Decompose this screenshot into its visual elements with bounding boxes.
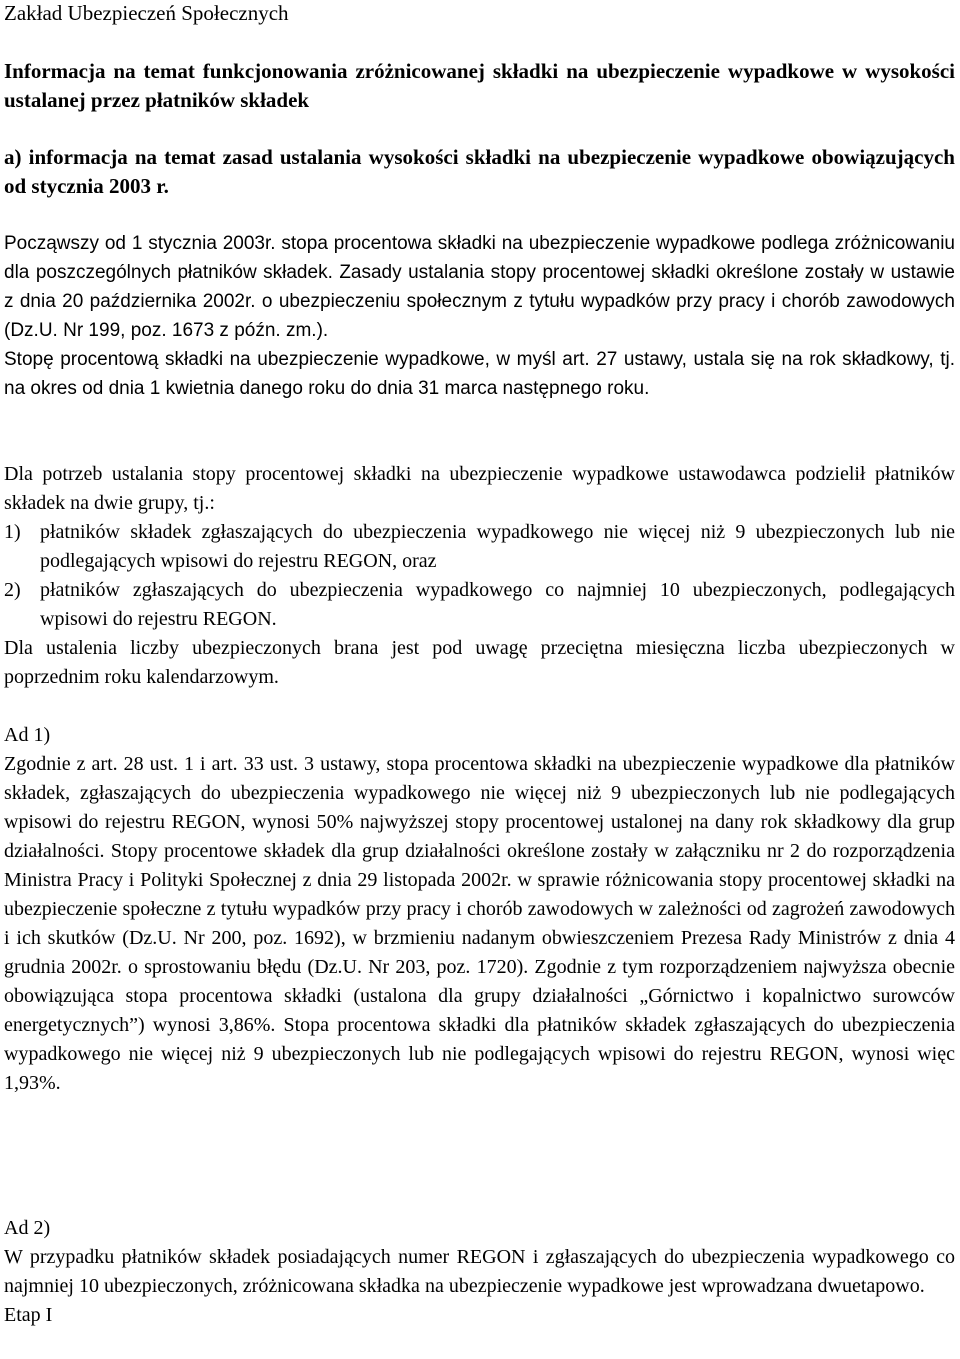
list-item bbox=[4, 576, 955, 634]
list-item-text: płatników zgłaszających do ubezpieczenia wypadkowego co najmniej 10 ubezpieczonych, podlegających wpisowi do rejestru REGON. bbox=[40, 579, 955, 630]
document-title: Informacja na temat funkcjonowania zróżnicowanej składki na ubezpieczenie wypadkowe w wysokości ustalanej przez płatników składek bbox=[4, 59, 955, 112]
list-marker: 2) bbox=[4, 579, 21, 601]
stage-label: Etap I bbox=[4, 1304, 53, 1326]
section-a-body bbox=[4, 229, 955, 403]
ad1-paragraph: Zgodnie z art. 28 ust. 1 i art. 33 ust. 3 ustawy, stopa procentowa składki na ubezpieczenie wypadkowe dla płatników składek, zgłaszających do ubezpieczenia wypadkowego nie więcej niż 9 ubezpieczonych lub nie podlegających wpisowi do rejestru REGON, wynosi 50% najwyższej stopy procentowej ustalonej na dany rok składkowy dla grup działalności. Stopy procentowe składek dla grup działalności określone zostały w załączniku nr 2 do rozporządzenia Ministra Pracy i Polityki Społecznej z dnia 29 listopada 2002r. w sprawie różnicowania stopy procentowej składki na ubezpieczenie społeczne z tytułu wypadków przy pracy i chorób zawodowych w zależności od zagrożeń zawodowych i ich skutków (Dz.U. Nr 200, poz. 1692), w brzmieniu nadanym obwieszczeniem Prezesa Rady Ministrów z dnia 4 grudnia 2002r. o sprostowaniu błędu (Dz.U. Nr 203, poz. 1720). Zgodnie z tym rozporządzeniem najwyższa obecnie obowiązująca stopa procentowa składki (ustalona dla grupy działalności „Górnictwo i kopalnictwo surowców energetycznych”) wynosi 3,86%. Stopa procentowa składki dla płatników składek zgłaszających do ubezpieczenia wypadkowego nie więcej niż 9 ubezpieczonych lub nie podlegających wpisowi do rejestru REGON, wynosi więc 1,93%. bbox=[4, 753, 955, 1094]
section-a-groups bbox=[4, 460, 955, 692]
intro-paragraph: Począwszy od 1 stycznia 2003r. stopa procentowa składki na ubezpieczenie wypadkowe podlega zróżnicowaniu dla poszczególnych płatników składek. Zasady ustalania stopy procentowej składki określone zostały w ustawie z dnia 20 października 2002r. o ubezpieczeniu społecznym z tytułu wypadków przy pracy i chorób zawodowych (Dz.U. Nr 199, poz. 1673 z późn. zm.). bbox=[4, 233, 955, 341]
rate-period-paragraph: Stopę procentową składki na ubezpieczenie wypadkowe, w myśl art. 27 ustawy, ustala się na rok składkowy, tj. na okres od dnia 1 kwietnia danego roku do dnia 31 marca następnego roku. bbox=[4, 349, 955, 399]
ad2-heading: Ad 2) bbox=[4, 1217, 51, 1239]
ad1-heading: Ad 1) bbox=[4, 724, 51, 746]
list-marker: 1) bbox=[4, 521, 21, 543]
groups-intro-paragraph: Dla potrzeb ustalania stopy procentowej składki na ubezpieczenie wypadkowe ustawodawca podzielił płatników składek na dwie grupy, tj.: bbox=[4, 463, 955, 514]
ad1-section bbox=[4, 721, 955, 1098]
insured-count-paragraph: Dla ustalenia liczby ubezpieczonych brana jest pod uwagę przeciętna miesięczna liczba ubezpieczonych w poprzednim roku kalendarzowym. bbox=[4, 637, 955, 688]
ad2-paragraph: W przypadku płatników składek posiadających numer REGON i zgłaszających do ubezpieczenia wypadkowego co najmniej 10 ubezpieczonych, zróżnicowana składka na ubezpieczenie wypadkowe jest wprowadzana dwuetapowo. bbox=[4, 1246, 955, 1297]
list-item bbox=[4, 518, 955, 576]
payer-groups-list bbox=[4, 518, 955, 634]
ad2-section bbox=[4, 1214, 955, 1330]
organization-name: Zakład Ubezpieczeń Społecznych bbox=[4, 1, 289, 25]
section-a-heading: a) informacja na temat zasad ustalania wysokości składki na ubezpieczenie wypadkowe obowiązujących od stycznia 2003 r. bbox=[4, 145, 955, 198]
list-item-text: płatników składek zgłaszających do ubezpieczenia wypadkowego nie więcej niż 9 ubezpieczonych lub nie podlegających wpisowi do rejestru REGON, oraz bbox=[40, 521, 955, 572]
